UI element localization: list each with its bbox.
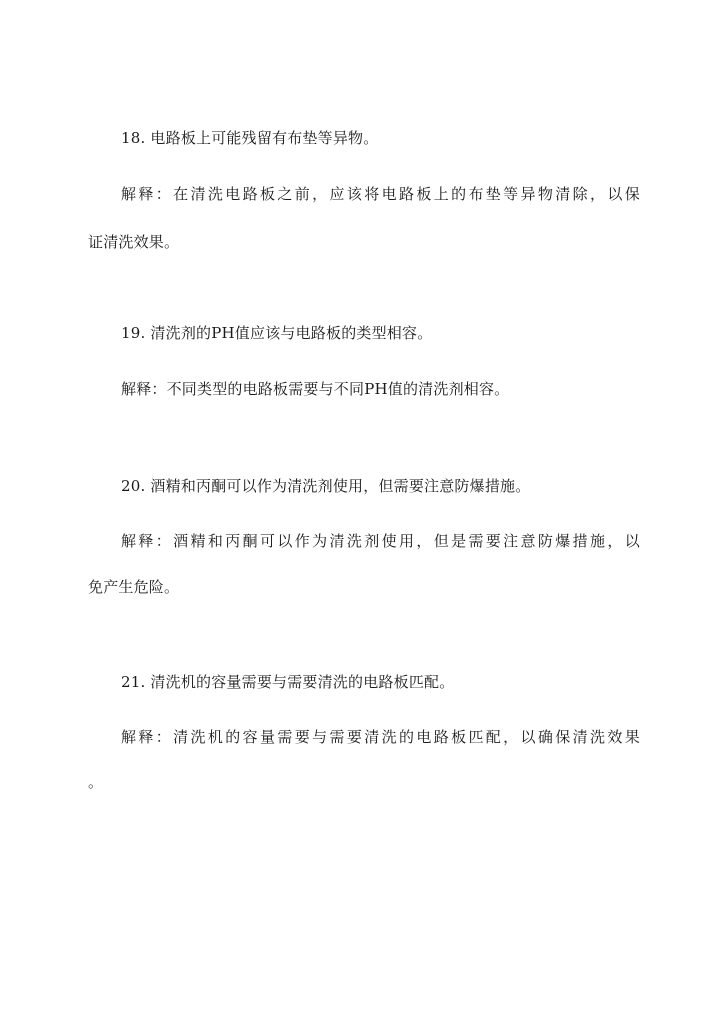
question-21: 21. 清洗机的容量需要与需要清洗的电路板匹配。 — [121, 673, 455, 691]
explanation-21-line-1: 解释：清洗机的容量需要与需要清洗的电路板匹配，以确保清洗效果 — [121, 728, 640, 746]
explanation-18-line-1: 解释：在清洗电路板之前，应该将电路板上的布垫等异物清除，以保 — [121, 185, 640, 203]
question-18: 18. 电路板上可能残留有布垫等异物。 — [121, 129, 379, 147]
explanation-21-line-2: 。 — [88, 773, 104, 791]
explanation-20-line-2: 免产生危险。 — [88, 578, 180, 596]
explanation-18-line-2: 证清洗效果。 — [88, 233, 180, 251]
explanation-19-line-1: 解释：不同类型的电路板需要与不同PH值的清洗剂相容。 — [121, 380, 510, 398]
explanation-20-line-1: 解释：酒精和丙酮可以作为清洗剂使用，但是需要注意防爆措施，以 — [121, 532, 640, 550]
question-20: 20. 酒精和丙酮可以作为清洗剂使用，但需要注意防爆措施。 — [121, 477, 531, 495]
question-19: 19. 清洗剂的PH值应该与电路板的类型相容。 — [121, 324, 433, 342]
